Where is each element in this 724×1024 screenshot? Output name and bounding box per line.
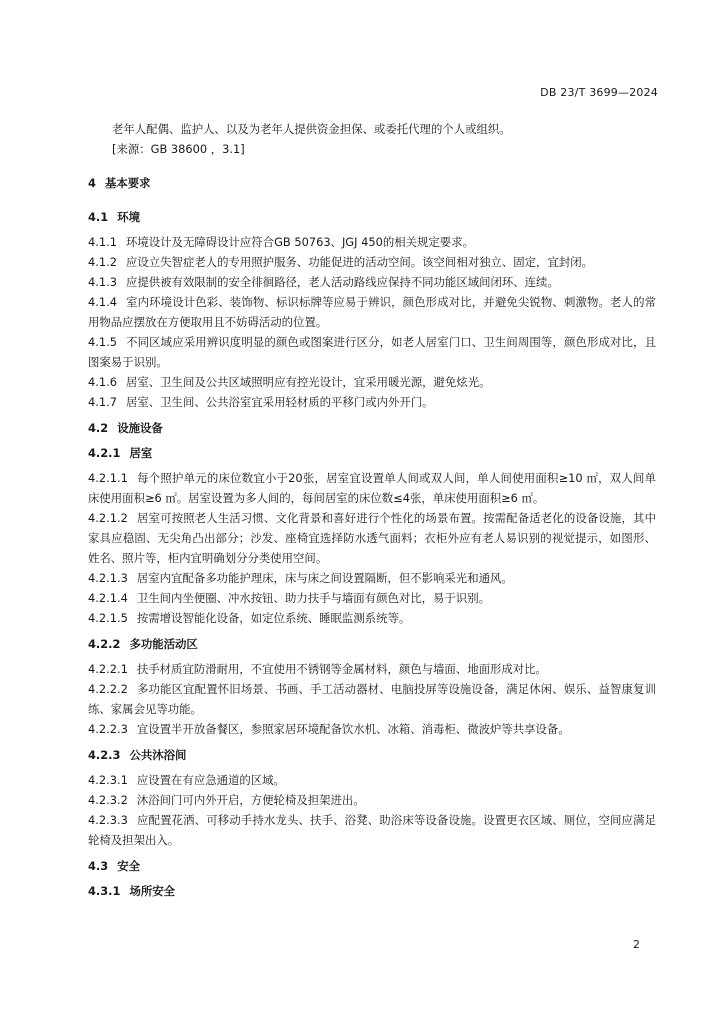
section-heading-4-3-1: [88, 881, 656, 901]
clause-text: 应设置在有应急通道的区域。: [136, 773, 285, 787]
clause-number: 4.2.1.4: [88, 591, 128, 605]
clause-text: 应提供被有效限制的安全徘徊路径，老人活动路线应保持不同功能区域间闭环、连续。: [125, 275, 559, 289]
section-heading-4-2: [88, 418, 656, 438]
section-number: 4.1: [88, 210, 109, 224]
document-standard-id: DB 23/T 3699—2024: [540, 86, 658, 99]
clause-text: 居室可按照老人生活习惯、文化背景和喜好进行个性化的场景布置。按需配备适老化的设备设施，其中家具应稳固、无尖角凸出部分；沙发、座椅宜选择防水透气面料；衣柜外应有老人易识别的视觉提示，如图形、姓名、照片等，柜内宜明确划分分类使用空间。: [88, 511, 656, 565]
section-title: 设施设备: [117, 421, 163, 435]
clause-number: 4.1.6: [88, 375, 117, 389]
definition-source: [来源：GB 38600 ，3.1]: [112, 142, 245, 156]
page-number: 2: [633, 938, 640, 951]
clause-4-2-1-4: [88, 588, 656, 608]
section-title: 居室: [129, 446, 153, 460]
clause-number: 4.1.2: [88, 255, 117, 269]
clause-4-2-2-3: [88, 719, 656, 739]
section-number: 4.2.3: [88, 748, 121, 762]
document-body: [88, 119, 656, 906]
clause-4-2-2-2: [88, 679, 656, 719]
section-heading-4-3: [88, 856, 656, 876]
clause-4-1-3: [88, 272, 656, 292]
clause-4-2-1-3: [88, 568, 656, 588]
clause-number: 4.1.4: [88, 295, 117, 309]
section-heading-4-1: [88, 207, 656, 227]
clause-number: 4.1.7: [88, 395, 117, 409]
clause-text: 卫生间内坐便圈、冲水按钮、助力扶手与墙面有颜色对比，易于识别。: [136, 591, 490, 605]
clause-number: 4.1.1: [88, 235, 117, 249]
section-title: 公共沐浴间: [129, 748, 187, 762]
clause-number: 4.2.1.2: [88, 511, 128, 525]
section-number: 4: [88, 176, 96, 190]
clause-number: 4.2.2.3: [88, 722, 128, 736]
section-number: 4.3.1: [88, 884, 121, 898]
clause-4-2-1-2: [88, 508, 656, 568]
clause-4-2-3-1: [88, 770, 656, 790]
section-title: 基本要求: [104, 176, 151, 190]
section-heading-4: [88, 173, 656, 193]
section-title: 环境: [117, 210, 140, 224]
section-heading-4-2-2: [88, 634, 656, 654]
clause-text: 室内环境设计色彩、装饰物、标识标牌等应易于辨识，颜色形成对比，并避免尖锐物、刺激物。老人的常用物品应摆放在方便取用且不妨碍活动的位置。: [88, 295, 656, 329]
clause-4-1-4: [88, 292, 656, 332]
section-title: 安全: [117, 859, 140, 873]
section-number: 4.3: [88, 859, 109, 873]
clause-number: 4.2.1.3: [88, 571, 128, 585]
clause-text: 不同区域应采用辨识度明显的颜色或图案进行区分，如老人居室门口、卫生间周围等，颜色形成对比，且图案易于识别。: [88, 335, 656, 369]
section-number: 4.2.2: [88, 637, 121, 651]
clause-number: 4.2.1.5: [88, 611, 128, 625]
clause-4-1-6: [88, 372, 656, 392]
clause-number: 4.2.2.1: [88, 662, 128, 676]
clause-number: 4.2.1.1: [88, 471, 128, 485]
clause-4-2-3-2: [88, 790, 656, 810]
clause-text: 居室内宜配备多功能护理床，床与床之间设置隔断，但不影响采光和通风。: [136, 571, 513, 585]
clause-4-2-1-5: [88, 608, 656, 628]
clause-4-1-5: [88, 332, 656, 372]
clause-4-2-2-1: [88, 659, 656, 679]
section-heading-4-2-3: [88, 745, 656, 765]
definition-continuation: 老年人配偶、监护人、以及为老年人提供资金担保、或委托代理的个人或组织。: [112, 122, 511, 136]
clause-number: 4.2.3.3: [88, 813, 128, 827]
clause-4-1-1: [88, 232, 656, 252]
clause-text: 按需增设智能化设备，如定位系统、睡眠监测系统等。: [136, 611, 411, 625]
clause-text: 居室、卫生间、公共浴室宜采用轻材质的平移门或内外开门。: [125, 395, 434, 409]
clause-4-2-3-3: [88, 810, 656, 850]
clause-text: 居室、卫生间及公共区域照明应有控光设计，宜采用暖光源，避免炫光。: [125, 375, 491, 389]
clause-number: 4.2.3.1: [88, 773, 128, 787]
section-number: 4.2.1: [88, 446, 121, 460]
clause-text: 应配置花洒、可移动手持水龙头、扶手、浴凳、助浴床等设备设施。设置更衣区域、厕位，空间应满足轮椅及担架出入。: [88, 813, 656, 847]
clause-number: 4.2.3.2: [88, 793, 128, 807]
clause-text: 每个照护单元的床位数宜小于20张，居室宜设置单人间或双人间，单人间使用面积≥10 ㎡，双人间单床使用面积≥6 ㎡。居室设置为多人间的，每间居室的床位数≤4张，单床使用面积≥6 ㎡。: [88, 471, 656, 505]
clause-text: 多功能区宜配置怀旧场景、书画、手工活动器材、电脑投屏等设施设备，满足休闲、娱乐、益智康复训练、家属会见等功能。: [88, 682, 656, 716]
section-title: 场所安全: [129, 884, 176, 898]
clause-text: 宜设置半开放备餐区，参照家居环境配备饮水机、冰箱、消毒柜、微波炉等共享设备。: [136, 722, 570, 736]
clause-text: 应设立失智症老人的专用照护服务、功能促进的活动空间。该空间相对独立、固定，宜封闭。: [125, 255, 594, 269]
section-heading-4-2-1: [88, 443, 656, 463]
clause-text: 环境设计及无障碍设计应符合GB 50763、JGJ 450的相关规定要求。: [125, 235, 474, 249]
clause-text: 扶手材质宜防滑耐用，不宜使用不锈钢等金属材料，颜色与墙面、地面形成对比。: [136, 662, 547, 676]
section-number: 4.2: [88, 421, 109, 435]
clause-number: 4.2.2.2: [88, 682, 128, 696]
clause-number: 4.1.5: [88, 335, 117, 349]
clause-4-1-2: [88, 252, 656, 272]
clause-text: 沐浴间门可内外开启，方便轮椅及担架进出。: [136, 793, 365, 807]
clause-4-2-1-1: [88, 468, 656, 508]
section-title: 多功能活动区: [129, 637, 198, 651]
clause-number: 4.1.3: [88, 275, 117, 289]
clause-4-1-7: [88, 392, 656, 412]
